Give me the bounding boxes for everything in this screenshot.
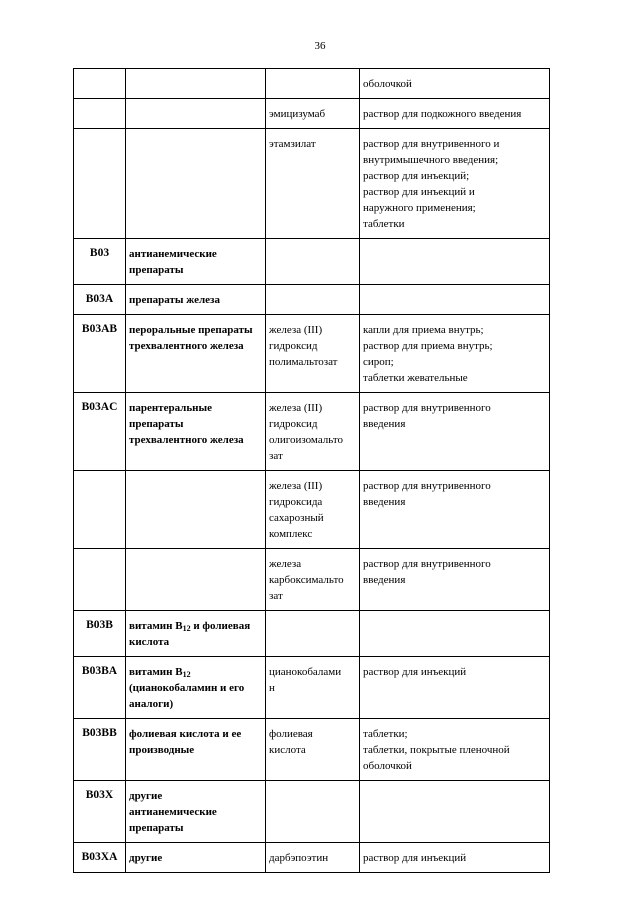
substance-cell <box>266 239 360 285</box>
forms-cell <box>360 285 550 315</box>
table-row <box>74 239 550 285</box>
substance-cell <box>266 549 360 611</box>
group-cell <box>126 843 266 873</box>
group-line: парентеральные <box>129 402 212 414</box>
drug-table <box>73 68 550 873</box>
text-part: витамин B <box>129 666 183 678</box>
text-part: и фолиевая <box>190 620 251 632</box>
forms-line: введения <box>363 418 406 430</box>
group-line: (цианокобаламин и его <box>129 682 245 694</box>
group-cell <box>126 69 266 99</box>
table-row <box>74 99 550 129</box>
group-line: другие <box>129 852 163 864</box>
table-row <box>74 843 550 873</box>
substance-line: фолиевая <box>269 728 313 740</box>
atc-code: B03BA <box>81 665 118 677</box>
substance-cell <box>266 471 360 549</box>
group-line: производные <box>129 744 195 756</box>
forms-line: таблетки <box>363 218 405 230</box>
forms-line: раствор для внутривенного <box>363 402 491 414</box>
code-cell <box>74 471 126 549</box>
forms-line: сироп; <box>363 356 394 368</box>
substance-line: железа <box>269 558 302 570</box>
text-part: витамин B <box>129 620 183 632</box>
forms-cell <box>360 99 550 129</box>
group-line: препараты <box>129 418 184 430</box>
forms-line: раствор для инъекций <box>363 852 467 864</box>
substance-line: зат <box>269 450 283 462</box>
substance-cell <box>266 611 360 657</box>
group-cell <box>126 657 266 719</box>
forms-cell <box>360 129 550 239</box>
code-cell <box>74 315 126 393</box>
forms-line: раствор для инъекций; <box>363 170 470 182</box>
forms-cell <box>360 719 550 781</box>
atc-code: B03X <box>85 789 114 801</box>
substance-line: дарбэпоэтин <box>269 852 329 864</box>
forms-line: оболочкой <box>363 78 412 90</box>
group-line: препараты железа <box>129 294 220 306</box>
code-cell <box>74 611 126 657</box>
forms-line: таблетки жевательные <box>363 372 468 384</box>
substance-line: железа (III) <box>269 402 323 414</box>
forms-cell <box>360 315 550 393</box>
code-cell <box>74 781 126 843</box>
substance-cell <box>266 285 360 315</box>
atc-code: B03B <box>86 619 113 631</box>
substance-line: зат <box>269 590 283 602</box>
group-line: препараты <box>129 264 184 276</box>
substance-cell <box>266 315 360 393</box>
group-line <box>129 618 262 634</box>
substance-line: сахарозный <box>269 512 324 524</box>
atc-code: B03A <box>85 293 114 305</box>
forms-line: раствор для внутривенного и <box>363 138 500 150</box>
page-number: 36 <box>314 40 326 52</box>
forms-cell <box>360 611 550 657</box>
code-cell <box>74 549 126 611</box>
substance-cell <box>266 99 360 129</box>
group-cell <box>126 393 266 471</box>
substance-line: олигоизомальто <box>269 434 344 446</box>
substance-line: этамзилат <box>269 138 316 150</box>
substance-line: н <box>269 682 275 694</box>
substance-cell <box>266 719 360 781</box>
forms-line: раствор для внутривенного <box>363 480 491 492</box>
group-cell <box>126 239 266 285</box>
substance-cell <box>266 393 360 471</box>
atc-code: B03BB <box>82 727 117 739</box>
code-cell <box>74 393 126 471</box>
substance-cell <box>266 657 360 719</box>
substance-line: полимальтозат <box>269 356 338 368</box>
table-row <box>74 611 550 657</box>
code-cell <box>74 99 126 129</box>
forms-cell <box>360 657 550 719</box>
forms-cell <box>360 239 550 285</box>
table-row <box>74 719 550 781</box>
substance-line: карбоксимальто <box>269 574 344 586</box>
atc-code: B03AB <box>81 323 118 335</box>
subscript: 12 <box>182 670 191 679</box>
group-line: аналоги) <box>129 698 174 710</box>
forms-cell <box>360 393 550 471</box>
table-row <box>74 69 550 99</box>
group-line: антианемические <box>129 806 217 818</box>
forms-line: таблетки, покрытые пленочной <box>363 744 510 756</box>
substance-line: комплекс <box>269 528 313 540</box>
forms-line: раствор для подкожного введения <box>363 108 522 120</box>
substance-line: железа (III) <box>269 324 323 336</box>
table-row <box>74 129 550 239</box>
group-cell <box>126 611 266 657</box>
forms-cell <box>360 843 550 873</box>
group-cell <box>126 315 266 393</box>
group-line: трехвалентного железа <box>129 340 244 352</box>
forms-cell <box>360 471 550 549</box>
code-cell <box>74 719 126 781</box>
group-cell <box>126 99 266 129</box>
group-line <box>129 664 262 680</box>
forms-line: раствор для приема внутрь; <box>363 340 493 352</box>
code-cell <box>74 239 126 285</box>
substance-line: гидроксид <box>269 340 318 352</box>
code-cell <box>74 129 126 239</box>
substance-cell <box>266 781 360 843</box>
substance-cell <box>266 129 360 239</box>
forms-line: раствор для инъекций <box>363 666 467 678</box>
group-line: пероральные препараты <box>129 324 253 336</box>
substance-line: гидроксид <box>269 418 318 430</box>
group-line: трехвалентного железа <box>129 434 244 446</box>
group-cell <box>126 549 266 611</box>
forms-line: оболочкой <box>363 760 412 772</box>
group-line: фолиевая кислота и ее <box>129 728 242 740</box>
forms-line: капли для приема внутрь; <box>363 324 484 336</box>
code-cell <box>74 843 126 873</box>
substance-line: цианокобалами <box>269 666 342 678</box>
forms-line: таблетки; <box>363 728 408 740</box>
substance-line: эмицизумаб <box>269 108 326 120</box>
group-line: препараты <box>129 822 184 834</box>
table-row <box>74 285 550 315</box>
forms-cell <box>360 69 550 99</box>
code-cell <box>74 69 126 99</box>
table-row <box>74 393 550 471</box>
subscript: 12 <box>182 624 191 633</box>
table-row <box>74 471 550 549</box>
table-row <box>74 657 550 719</box>
group-cell <box>126 129 266 239</box>
group-cell <box>126 471 266 549</box>
group-cell <box>126 285 266 315</box>
substance-line: кислота <box>269 744 306 756</box>
group-cell <box>126 781 266 843</box>
substance-cell <box>266 843 360 873</box>
group-line: антианемические <box>129 248 217 260</box>
table-row <box>74 549 550 611</box>
code-cell <box>74 285 126 315</box>
substance-line: гидроксида <box>269 496 323 508</box>
group-cell <box>126 719 266 781</box>
table-row <box>74 781 550 843</box>
forms-line: раствор для внутривенного <box>363 558 491 570</box>
code-cell <box>74 657 126 719</box>
forms-cell <box>360 781 550 843</box>
atc-code: B03AC <box>81 401 118 413</box>
atc-code: B03 <box>89 247 110 259</box>
forms-cell <box>360 549 550 611</box>
forms-line: внутримышечного введения; <box>363 154 499 166</box>
forms-line: введения <box>363 574 406 586</box>
group-line: другие <box>129 790 163 802</box>
table-row <box>74 315 550 393</box>
forms-line: раствор для инъекций и <box>363 186 475 198</box>
forms-line: введения <box>363 496 406 508</box>
forms-line: наружного применения; <box>363 202 476 214</box>
atc-code: B03XA <box>81 851 118 863</box>
group-line: кислота <box>129 636 170 648</box>
substance-cell <box>266 69 360 99</box>
substance-line: железа (III) <box>269 480 323 492</box>
